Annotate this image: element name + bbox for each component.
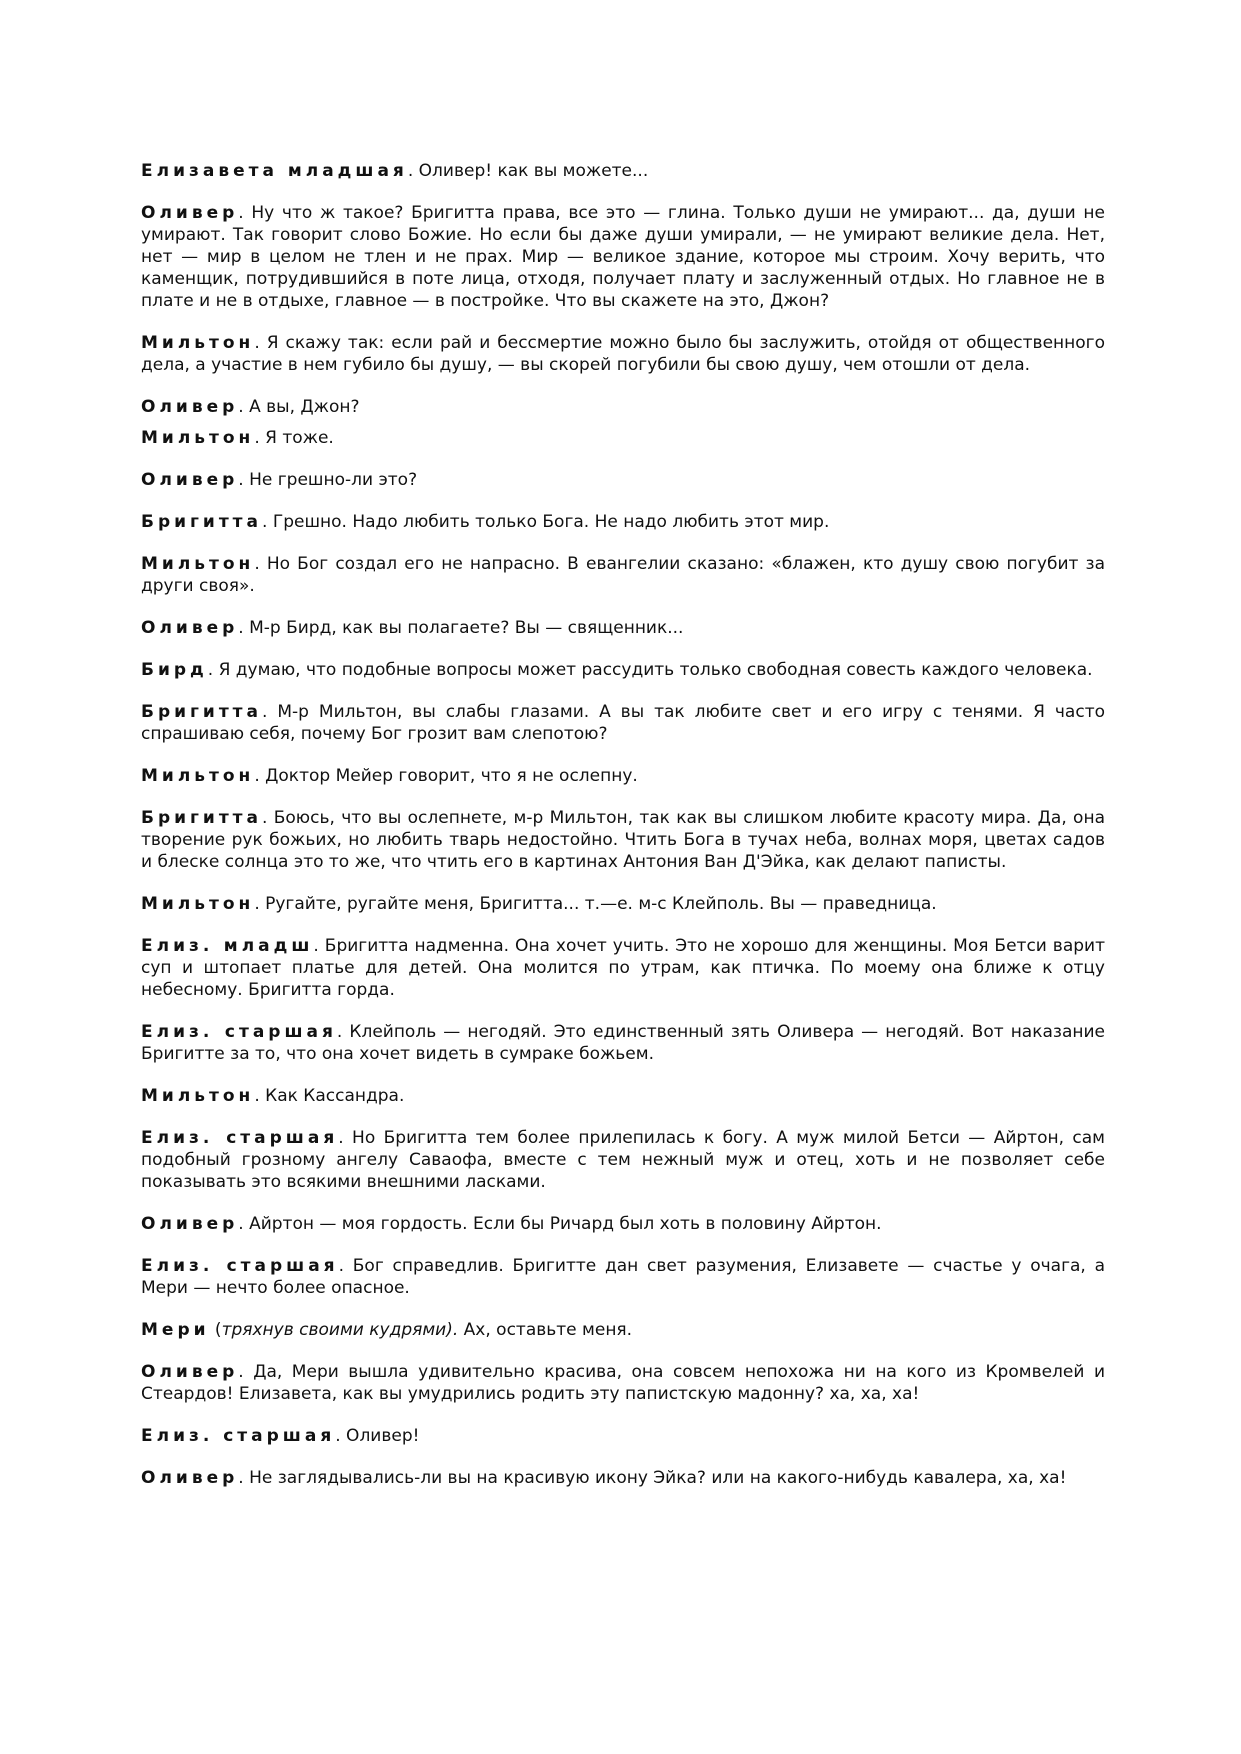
speech-text: . Не заглядывались-ли вы на красивую икону Эйка? или на какого-нибудь кавалера, ха, ха! <box>238 1468 1067 1488</box>
stage-direction: тряхнув своими кудрями). <box>221 1320 459 1340</box>
dialogue-line <box>141 617 1105 639</box>
speech-text: . М-р Бирд, как вы полагаете? Вы — священник... <box>238 618 684 638</box>
speaker-name: Бригитта <box>141 808 263 828</box>
speech-text: . Я скажу так: если рай и бессмертие можно было бы заслужить, отойдя от общественного дела, а участие в нем губило бы душу, — вы скорей погубили бы свою душу, чем отошли от дела. <box>141 333 1105 375</box>
speaker-name: Мильтон <box>141 1086 255 1106</box>
speech-text: . Боюсь, что вы ослепнете, м-р Мильтон, так как вы слишком любите красоту мира. Да, она творение рук божьих, но любить тварь недостойно. Чтить Бога в тучах неба, волнах моря, цветах садов и блеске солнца это то же, что чтить его в картинах Антония Ван Д'Эйка, как делают паписты. <box>141 808 1105 872</box>
speech-text: . Оливер! как вы можете... <box>407 161 649 181</box>
dialogue-line <box>141 1467 1105 1489</box>
dialogue-line <box>141 160 1105 182</box>
dialogue-line <box>141 396 1105 418</box>
dialogue-line <box>141 1319 1105 1341</box>
speech-text: . Оливер! <box>335 1426 420 1446</box>
dialogue-line <box>141 1361 1105 1405</box>
dialogue-line <box>141 1085 1105 1107</box>
speaker-name: Бирд <box>141 660 208 680</box>
speaker-name: Мильтон <box>141 333 255 353</box>
speaker-name: Оливер <box>141 397 239 417</box>
speech-text: . Я тоже. <box>254 428 334 448</box>
speech-text: . Грешно. Надо любить только Бога. Не надо любить этот мир. <box>262 512 830 532</box>
speaker-name: Елиз. старшая <box>141 1022 337 1042</box>
speaker-name: Елизавета младшая <box>141 161 408 181</box>
dialogue-line <box>141 701 1105 745</box>
speech-text: . Айртон — моя гордость. Если бы Ричард был хоть в половину Айртон. <box>238 1214 882 1234</box>
speaker-name: Оливер <box>141 1468 239 1488</box>
speech-text: . Доктор Мейер говорит, что я не ослепну. <box>254 766 638 786</box>
speaker-name: Елиз. старшая <box>141 1426 336 1446</box>
speaker-name: Мильтон <box>141 766 255 786</box>
dialogue-line <box>141 1127 1105 1193</box>
dialogue-line <box>141 659 1105 681</box>
speech-text: . Не грешно-ли это? <box>238 470 418 490</box>
speaker-name: Оливер <box>141 1214 239 1234</box>
speech-text: . Как Кассандра. <box>254 1086 405 1106</box>
speech-text: . Клейполь — негодяй. Это единственный зять Оливера — негодяй. Вот наказание Бригитте за то, что она хочет видеть в сумраке божьем. <box>141 1022 1105 1064</box>
speech-text: . Но Бог создал его не напрасно. В евангелии сказано: «блажен, кто душу свою погубит за други своя». <box>141 554 1105 596</box>
dialogue-line <box>141 553 1105 597</box>
speech-text: . Бог справедлив. Бригитте дан свет разумения, Елизавете — счастье у очага, а Мери — нечто более опасное. <box>141 1256 1105 1298</box>
speech-text: Ах, оставьте меня. <box>458 1320 633 1340</box>
speaker-name: Бригитта <box>141 512 263 532</box>
speaker-name: Елиз. старшая <box>141 1256 339 1276</box>
speaker-name: Оливер <box>141 618 239 638</box>
dialogue-line <box>141 427 1105 449</box>
dialogue-line <box>141 511 1105 533</box>
speaker-name: Оливер <box>141 1362 239 1382</box>
speaker-name: Елиз. младш <box>141 936 314 956</box>
speech-text: . Но Бригитта тем более прилепилась к богу. А муж милой Бетси — Айртон, сам подобный грозному ангелу Саваофа, вместе с тем нежный муж и отец, хоть и не позволяет себе показывать это всякими внешними ласками. <box>141 1128 1105 1192</box>
speech-text: . Бригитта надменна. Она хочет учить. Это не хорошо для женщины. Моя Бетси варит суп и штопает платье для детей. Она молится по утрам, как птичка. По моему она ближе к отцу небесному. Бригитта горда. <box>141 936 1105 1000</box>
dialogue-line <box>141 935 1105 1001</box>
speech-text: . Ну что ж такое? Бригитта права, все это — глина. Только души не умирают... да, души не умирают. Так говорит слово Божие. Но если бы даже души умирали, — не умирают великие дела. Нет, нет — мир в целом не тлен и не прах. Мир — великое здание, которое мы строим. Хочу верить, что каменщик, потрудившийся в поте лица, отходя, получает плату и заслуженный отдых. Но главное не в плате и не в отдыхе, главное — в постройке. Что вы скажете на это, Джон? <box>141 203 1105 311</box>
dialogue-line <box>141 332 1105 376</box>
dialogue-line <box>141 765 1105 787</box>
speaker-name: Оливер <box>141 203 239 223</box>
dialogue-line <box>141 807 1105 873</box>
dialogue-line <box>141 1021 1105 1065</box>
speech-text: . М-р Мильтон, вы слабы глазами. А вы так любите свет и его игру с тенями. Я часто спрашиваю себя, почему Бог грозит вам слепотою? <box>141 702 1105 744</box>
document-page <box>141 160 1105 1509</box>
dialogue-line <box>141 202 1105 312</box>
speaker-name: Мильтон <box>141 428 255 448</box>
dialogue-line <box>141 893 1105 915</box>
speaker-name: Бригитта <box>141 702 263 722</box>
dialogue-line <box>141 469 1105 491</box>
dialogue-line <box>141 1255 1105 1299</box>
speaker-name: Мильтон <box>141 894 255 914</box>
speech-text: . А вы, Джон? <box>238 397 360 417</box>
dialogue-line <box>141 1425 1105 1447</box>
paren-open: ( <box>209 1320 222 1340</box>
speech-text: . Да, Мери вышла удивительно красива, она совсем непохожа ни на кого из Кромвелей и Стеардов! Елизавета, как вы умудрились родить эту папистскую мадонну? ха, ха, ха! <box>141 1362 1105 1404</box>
speaker-name: Оливер <box>141 470 239 490</box>
speech-text: . Ругайте, ругайте меня, Бригитта... т.—е. м-с Клейполь. Вы — праведница. <box>254 894 937 914</box>
dialogue-line <box>141 1213 1105 1235</box>
speaker-name: Елиз. старшая <box>141 1128 339 1148</box>
speaker-name: Мери <box>141 1320 210 1340</box>
speaker-name: Мильтон <box>141 554 255 574</box>
speech-text: . Я думаю, что подобные вопросы может рассудить только свободная совесть каждого человека. <box>207 660 1093 680</box>
